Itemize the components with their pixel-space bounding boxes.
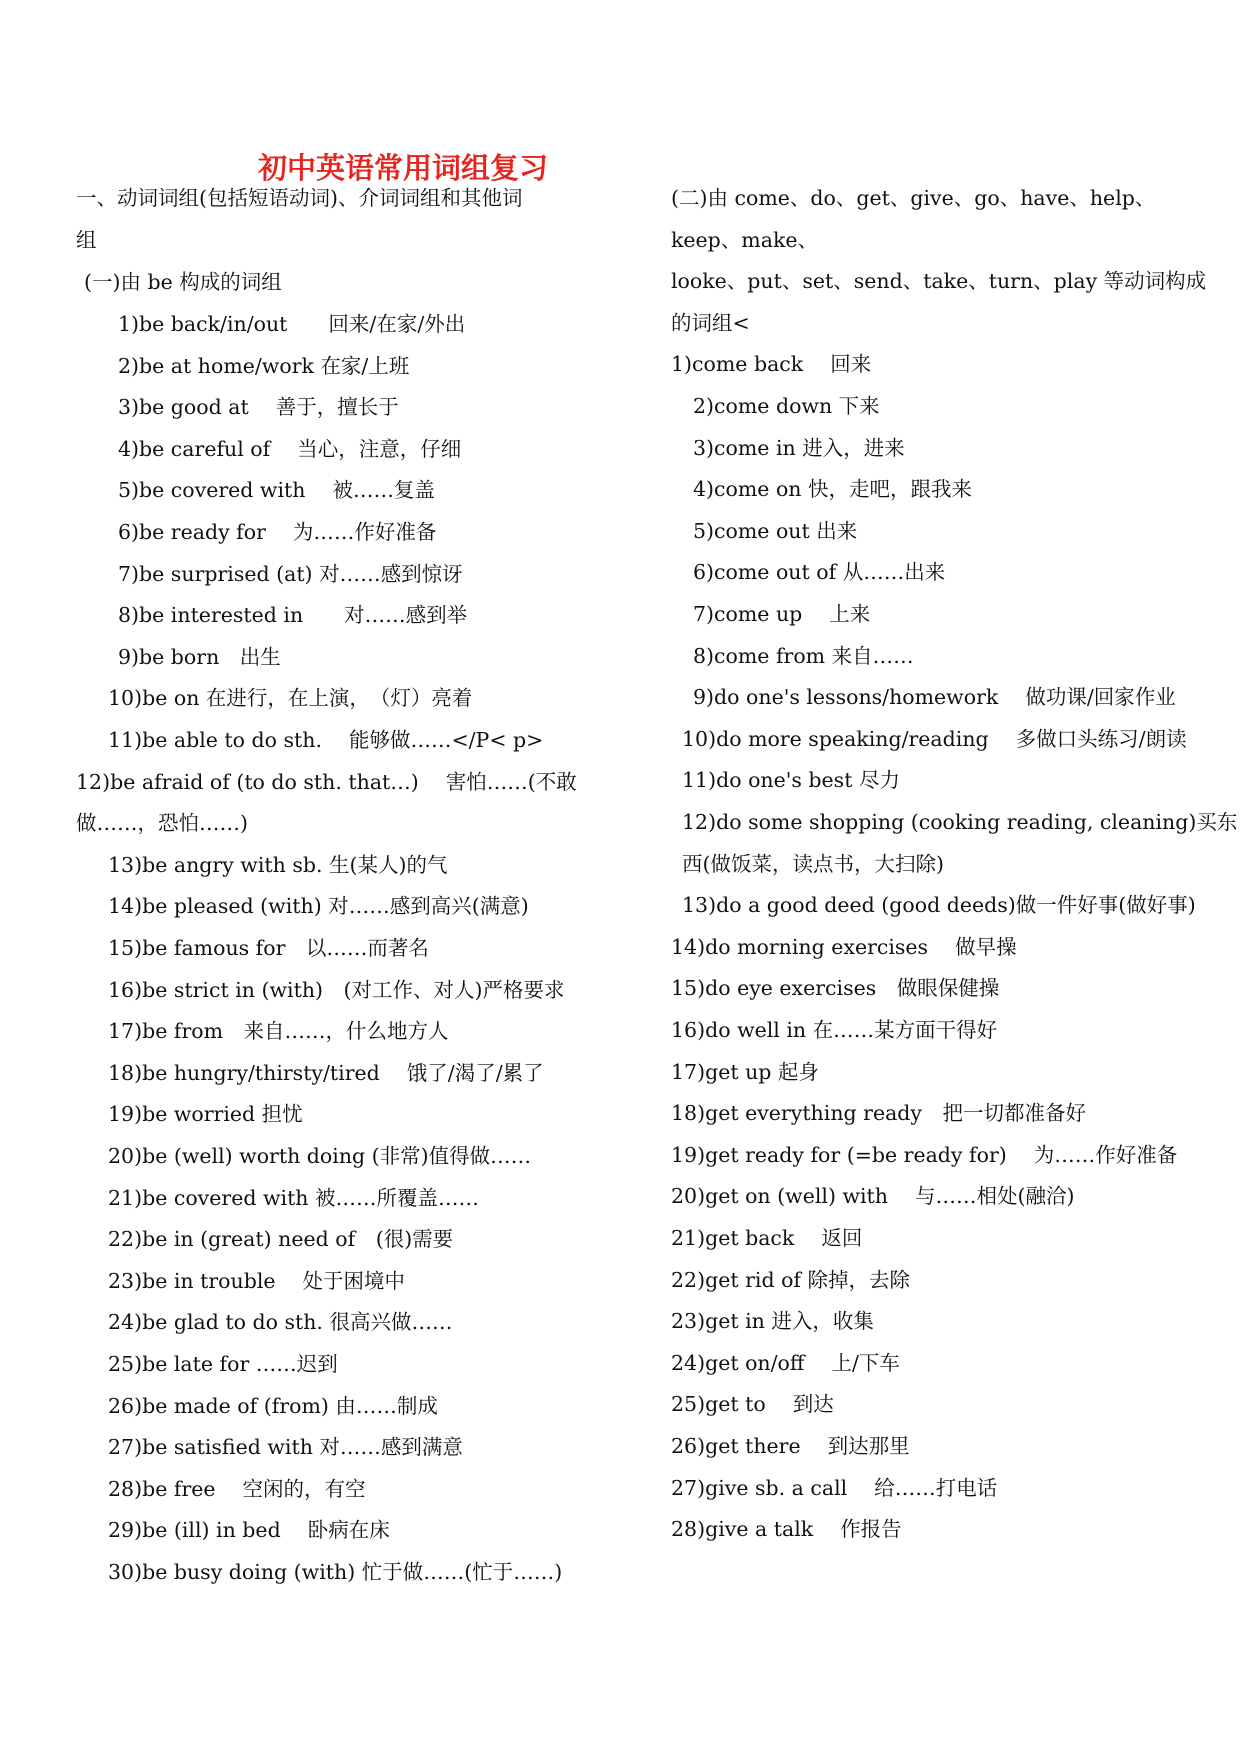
phrase-item: 6)be ready for 为……作好准备 — [118, 520, 437, 544]
phrase-item: 18)get everything ready 把一切都准备好 — [671, 1101, 1087, 1125]
phrase-item: 18)be hungry/thirsty/tired 饿了/渴了/累了 — [108, 1061, 544, 1085]
phrase-item: 11)do one's best 尽力 — [682, 768, 900, 792]
phrase-item: 3)be good at 善于，擅长于 — [118, 395, 399, 419]
phrase-item: 8)come from 来自…… — [693, 644, 914, 668]
subsection-heading: (二)由 come、do、get、give、go、have、help、 — [671, 186, 1156, 210]
phrase-item: 19)be worried 担忧 — [108, 1102, 303, 1126]
phrase-item: 6)come out of 从……出来 — [693, 560, 946, 584]
phrase-item: 4)come on 快，走吧，跟我来 — [693, 477, 973, 501]
subsection-heading: 的词组< — [671, 311, 750, 335]
phrase-item: 13)be angry with sb. 生(某人)的气 — [108, 853, 448, 877]
phrase-item: 9)be born 出生 — [118, 645, 281, 669]
phrase-item: 16)do well in 在……某方面干得好 — [671, 1018, 998, 1042]
phrase-item: 28)give a talk 作报告 — [671, 1517, 902, 1541]
phrase-item: 24)be glad to do sth. 很高兴做…… — [108, 1310, 453, 1334]
phrase-item: 24)get on/off 上/下车 — [671, 1351, 900, 1375]
phrase-item: 3)come in 进入，进来 — [693, 436, 905, 460]
phrase-item: 10)be on 在进行，在上演， （灯）亮着 — [108, 686, 473, 710]
phrase-item: 17)be from 来自……，什么地方人 — [108, 1019, 449, 1043]
phrase-item: 26)be made of (from) 由……制成 — [108, 1394, 438, 1418]
phrase-item: 30)be busy doing (with) 忙于做……(忙于……) — [108, 1560, 563, 1584]
phrase-item: 10)do more speaking/reading 多做口头练习/朗读 — [682, 727, 1187, 751]
phrase-item: 25)get to 到达 — [671, 1392, 834, 1416]
phrase-item: 14)do morning exercises 做早操 — [671, 935, 1017, 959]
subsection-heading: (一)由 be 构成的词组 — [84, 270, 282, 294]
phrase-item: 26)get there 到达那里 — [671, 1434, 910, 1458]
phrase-item: 15)be famous for 以……而著名 — [108, 936, 429, 960]
phrase-item: 22)be in (great) need of (很)需要 — [108, 1227, 454, 1251]
phrase-item: 5)come out 出来 — [693, 519, 858, 543]
phrase-item: 20)get on (well) with 与……相处(融洽) — [671, 1184, 1075, 1208]
phrase-item: 27)give sb. a call 给……打电话 — [671, 1476, 998, 1500]
phrase-item: 20)be (well) worth doing (非常)值得做…… — [108, 1144, 532, 1168]
subsection-heading: keep、make、 — [671, 228, 819, 252]
phrase-item: 14)be pleased (with) 对……感到高兴(满意) — [108, 894, 529, 918]
phrase-item: 21)get back 返回 — [671, 1226, 863, 1250]
phrase-item: 23)get in 进入，收集 — [671, 1309, 874, 1333]
phrase-item: 19)get ready for (=be ready for) 为……作好准备 — [671, 1143, 1178, 1167]
phrase-item: 12)do some shopping (cooking reading, cleaning)买东 — [682, 810, 1238, 834]
phrase-item: 17)get up 起身 — [671, 1060, 819, 1084]
phrase-item: 8)be interested in 对……感到举 — [118, 603, 468, 627]
phrase-item: 1)be back/in/out 回来/在家/外出 — [118, 312, 466, 336]
phrase-item: 9)do one's lessons/homework 做功课/回家作业 — [693, 685, 1176, 709]
phrase-item: 13)do a good deed (good deeds)做一件好事(做好事) — [682, 893, 1196, 917]
phrase-item: 27)be satisfied with 对……感到满意 — [108, 1435, 463, 1459]
phrase-item: 29)be (ill) in bed 卧病在床 — [108, 1518, 390, 1542]
subsection-heading: looke、put、set、send、take、turn、play 等动词构成 — [671, 269, 1207, 293]
phrase-item: 12)be afraid of (to do sth. that…) 害怕……(不敢 — [76, 770, 577, 794]
phrase-item: 15)do eye exercises 做眼保健操 — [671, 976, 1000, 1000]
phrase-item: 11)be able to do sth. 能够做……</P< p> — [108, 728, 544, 752]
phrase-item: 5)be covered with 被……复盖 — [118, 478, 435, 502]
phrase-item: 2)come down 下来 — [693, 394, 880, 418]
phrase-item: 西(做饭菜，读点书，大扫除) — [682, 852, 944, 876]
phrase-item: 1)come back 回来 — [671, 352, 872, 376]
phrase-item: 2)be at home/work 在家/上班 — [118, 354, 410, 378]
phrase-item: 做……，恐怕……) — [76, 811, 248, 835]
phrase-item: 16)be strict in (with) (对工作、对人)严格要求 — [108, 978, 565, 1002]
phrase-item: 7)come up 上来 — [693, 602, 871, 626]
phrase-item: 4)be careful of 当心，注意，仔细 — [118, 437, 462, 461]
phrase-item: 23)be in trouble 处于困境中 — [108, 1269, 406, 1293]
phrase-item: 21)be covered with 被……所覆盖…… — [108, 1186, 480, 1210]
phrase-item: 28)be free 空闲的，有空 — [108, 1477, 366, 1501]
phrase-item: 7)be surprised (at) 对……感到惊讶 — [118, 562, 463, 586]
section-heading: 一、动词词组(包括短语动词)、介词词组和其他词 — [76, 186, 523, 210]
section-heading-continued: 组 — [76, 228, 97, 252]
phrase-item: 22)get rid of 除掉，去除 — [671, 1268, 911, 1292]
phrase-item: 25)be late for ……迟到 — [108, 1352, 338, 1376]
document-title: 初中英语常用词组复习 — [258, 151, 549, 185]
